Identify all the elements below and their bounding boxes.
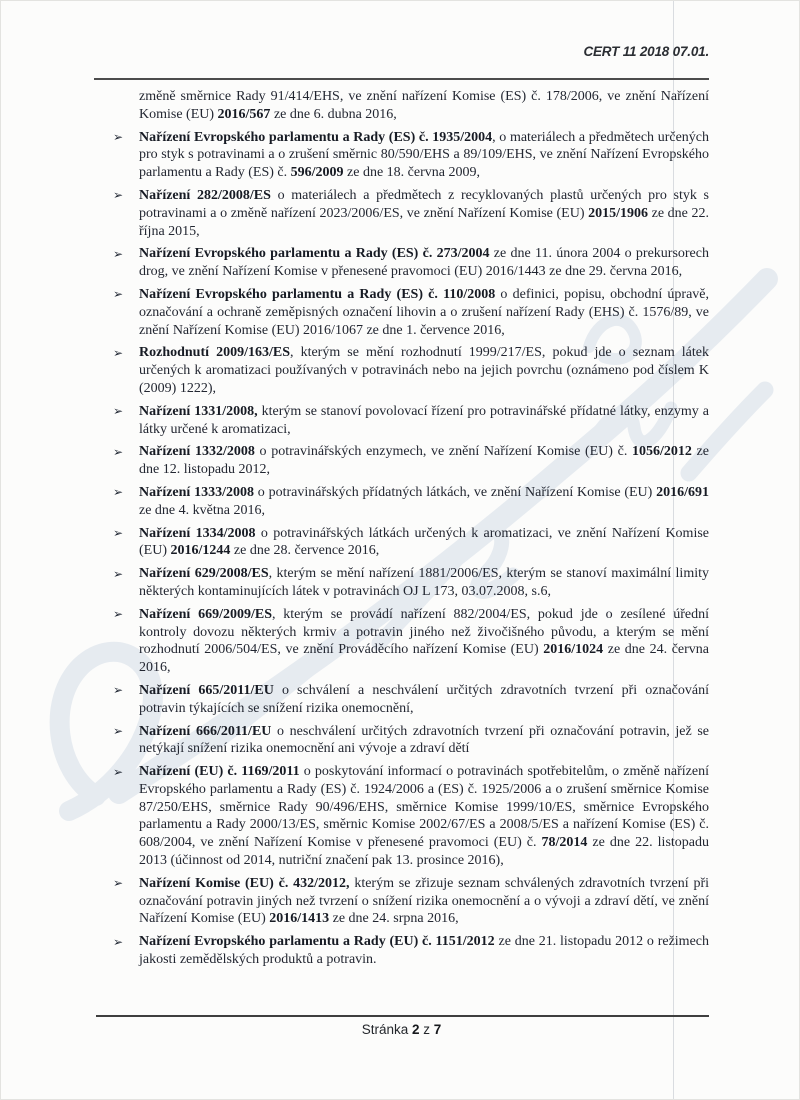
arrow-bullet-icon: ➢ xyxy=(113,246,124,261)
list-item xyxy=(113,286,710,339)
document-body xyxy=(113,88,710,974)
list-item-text: Nařízení 669/2009/ES, kterým se provádí nařízení 882/2004/ES, pokud jde o zesílené úřední kontroly dovozu některých krmiv a potravin jiného než živočišného původu, a kterým se mění rozhodnutí 2006/504/ES, ve znění Prováděcího nařízení Komise (EU) 2016/1024 ze dne 24. června 2016, xyxy=(139,606,710,676)
list-item-text: Nařízení 1334/2008 o potravinářských látkách určených k aromatizaci, ve znění Nařízení Komise (EU) 2016/1244 ze dne 28. července 2016, xyxy=(139,525,709,559)
arrow-bullet-icon: ➢ xyxy=(113,876,124,891)
footer-divider-rule xyxy=(96,1015,709,1017)
list-item xyxy=(113,129,709,182)
list-item xyxy=(113,245,709,281)
list-item-text: Nařízení 1331/2008, kterým se stanoví povolovací řízení pro potravinářské přídatné látky, enzymy a látky určené k aromatizaci, xyxy=(139,403,709,437)
list-item xyxy=(113,723,709,759)
list-item xyxy=(113,565,709,601)
list-item-text: Nařízení 665/2011/EU o schválení a neschválení určitých zdravotních tvrzení při označování potravin týkajících se snížení rizika onemocnění, xyxy=(139,682,709,716)
arrow-bullet-icon: ➢ xyxy=(113,130,124,145)
arrow-bullet-icon: ➢ xyxy=(113,934,124,949)
footer-page-indicator xyxy=(94,1022,709,1037)
arrow-bullet-icon: ➢ xyxy=(113,188,124,203)
arrow-bullet-icon: ➢ xyxy=(113,683,124,698)
list-item xyxy=(113,525,709,561)
list-item xyxy=(113,682,709,718)
list-item xyxy=(113,344,709,397)
list-item xyxy=(113,443,709,479)
list-item-text: Nařízení 629/2008/ES, kterým se mění nařízení 1881/2006/ES, kterým se stanoví maximální limity některých kontaminujících látek v potravinách OJ L 173, 03.07.2008, s.6, xyxy=(139,566,709,599)
list-item-text: Nařízení 1333/2008 o potravinářských přídatných látkách, ve znění Nařízení Komise (EU) 2016/691 ze dne 4. května 2016, xyxy=(139,484,709,518)
regulation-list xyxy=(113,129,710,969)
list-item-text: Nařízení (EU) č. 1169/2011 o poskytování informací o potravinách spotřebitelům, o změně nařízení Evropského parlamentu a Rady (ES) č. 1924/2006 a (ES) č. 1925/2006 a o zrušení směrnice Komise 87/250/EHS, směrnice Rady 90/496/EHS, směrnice Komise 1999/10/ES, směrnice Evropského parlamentu a Rady 2000/13/ES, směrnic Komise 2002/67/ES a 2008/5/ES a nařízení Komise (ES) č. 608/2004, ve znění Nařízení Komise v přenesené pravomoci (EU) č. 78/2014 ze dne 22. listopadu 2013 (účinnost od 2014, nutriční značení pak 13. prosince 2016), xyxy=(139,764,710,869)
arrow-bullet-icon: ➢ xyxy=(113,345,124,360)
list-item-text: Rozhodnutí 2009/163/ES, kterým se mění rozhodnutí 1999/217/ES, pokud jde o seznam látek určených k aromatizaci používaných v potravinách nebo na jejich povrchu (oznámeno pod číslem K (2009) 1222), xyxy=(139,345,709,396)
footer-page-number: 2 xyxy=(411,1022,420,1037)
arrow-bullet-icon: ➢ xyxy=(113,607,124,622)
list-item xyxy=(113,933,709,969)
header-doc-code: CERT 11 2018 07.01. xyxy=(583,44,709,59)
arrow-bullet-icon: ➢ xyxy=(113,444,124,459)
list-item xyxy=(113,875,710,928)
list-item-text: Nařízení 1332/2008 o potravinářských enzymech, ve znění Nařízení Komise (EU) č. 1056/2012 ze dne 12. listopadu 2012, xyxy=(139,444,709,478)
list-item-text: Nařízení Evropského parlamentu a Rady (EU) č. 1151/2012 ze dne 21. listopadu 2012 o režimech jakosti zemědělských produktů a potravin. xyxy=(139,934,709,968)
footer-prefix: Stránka xyxy=(361,1022,409,1037)
arrow-bullet-icon: ➢ xyxy=(113,485,124,500)
list-item-text: Nařízení Evropského parlamentu a Rady (ES) č. 273/2004 ze dne 11. února 2004 o prekursorech drog, ve znění Nařízení Komise v přenesené pravomoci (EU) 2016/1443 ze dne 29. června 2016, xyxy=(139,246,709,280)
arrow-bullet-icon: ➢ xyxy=(113,764,124,779)
list-item xyxy=(113,484,709,520)
footer-total-pages: 7 xyxy=(433,1022,442,1037)
list-item-text: Nařízení Komise (EU) č. 432/2012, kterým se zřizuje seznam schválených zdravotních tvrzení při označování potravin jiných než tvrzení o snížení rizika onemocnění a o vývoji a zdraví dětí, ve znění Nařízení Komise (EU) 2016/1413 ze dne 24. srpna 2016, xyxy=(139,875,710,927)
arrow-bullet-icon: ➢ xyxy=(113,526,124,541)
list-item xyxy=(113,403,709,439)
list-item xyxy=(113,606,710,677)
arrow-bullet-icon: ➢ xyxy=(113,724,124,738)
arrow-bullet-icon: ➢ xyxy=(113,566,124,581)
footer-separator: z xyxy=(423,1022,431,1037)
arrow-bullet-icon: ➢ xyxy=(113,404,124,419)
list-item-text: Nařízení Evropského parlamentu a Rady (ES) č. 1935/2004, o materiálech a předmětech určených pro styk s potravinami a o zrušení směrnic 80/590/EHS a 89/109/EHS, ve znění Nařízení Evropského parlamentu a Rady (ES) č. 596/2009 ze dne 18. června 2009, xyxy=(139,129,709,181)
list-item-text: Nařízení 282/2008/ES o materiálech a předmětech z recyklovaných plastů určených pro styk s potravinami a o změně nařízení 2023/2006/ES, ve znění Nařízení Komise (EU) 2015/1906 ze dne 22. října 2015, xyxy=(139,187,709,239)
list-item-text: Nařízení Evropského parlamentu a Rady (ES) č. 110/2008 o definici, popisu, obchodní úpravě, označování a ochraně zeměpisných označení lihovin a o zrušení nařízení Rady (EHS) č. 1576/89, ve znění Nařízení Komise (EU) 2016/1067 ze dne 1. července 2016, xyxy=(139,286,710,338)
arrow-bullet-icon: ➢ xyxy=(113,287,124,302)
list-item-text: Nařízení 666/2011/EU o neschválení určitých zdravotních tvrzení při označování potravin, jež se netýkají snížení rizika onemocnění ani vývoje a zdraví dětí xyxy=(139,723,709,757)
header-divider-rule xyxy=(94,78,709,80)
list-item xyxy=(113,763,710,870)
intro-paragraph-continuation: změně směrnice Rady 91/414/EHS, ve znění nařízení Komise (ES) č. 178/2006, ve znění Nařízení Komise (EU) 2016/567 ze dne 6. dubna 2016, xyxy=(139,89,709,122)
list-item xyxy=(113,187,709,240)
